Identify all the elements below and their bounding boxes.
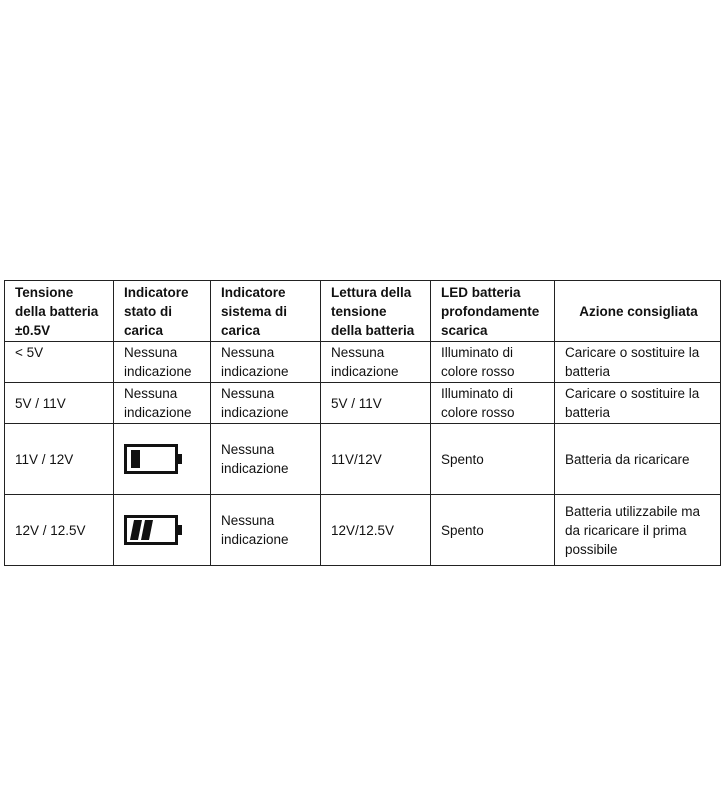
cell-voltage-reading: 11V/12V bbox=[321, 424, 431, 495]
cell-charge-system: Nessuna indicazione bbox=[211, 383, 321, 424]
cell-charge-system: Nessuna indicazione bbox=[211, 495, 321, 566]
cell-voltage: 5V / 11V bbox=[5, 383, 114, 424]
cell-voltage: 11V / 12V bbox=[5, 424, 114, 495]
table-header-row bbox=[5, 281, 721, 342]
header-recommended-action: Azione consigliata bbox=[555, 281, 721, 342]
battery-one-bar-icon bbox=[124, 444, 184, 474]
cell-led: Illuminato di colore rosso bbox=[431, 383, 555, 424]
cell-charge-state: Nessuna indicazione bbox=[114, 342, 211, 383]
table-row bbox=[5, 342, 721, 383]
header-charge-system-indicator: Indicatore sistema di carica bbox=[211, 281, 321, 342]
header-charge-state-indicator: Indicatore stato di carica bbox=[114, 281, 211, 342]
cell-action: Caricare o sostituire la batteria bbox=[555, 342, 721, 383]
battery-bar bbox=[131, 450, 140, 468]
cell-action: Batteria da ricaricare bbox=[555, 424, 721, 495]
cell-led: Spento bbox=[431, 495, 555, 566]
cell-voltage-reading: 5V / 11V bbox=[321, 383, 431, 424]
battery-two-bars-icon bbox=[124, 515, 184, 545]
table-row bbox=[5, 495, 721, 566]
cell-voltage-reading: 12V/12.5V bbox=[321, 495, 431, 566]
battery-bar bbox=[130, 520, 142, 540]
cell-charge-state bbox=[114, 424, 211, 495]
table-row bbox=[5, 383, 721, 424]
cell-charge-state: Nessuna indicazione bbox=[114, 383, 211, 424]
battery-status-table bbox=[4, 280, 721, 566]
cell-charge-system: Nessuna indicazione bbox=[211, 342, 321, 383]
cell-charge-system: Nessuna indicazione bbox=[211, 424, 321, 495]
cell-action: Caricare o sostituire la batteria bbox=[555, 383, 721, 424]
cell-led: Illuminato di colore rosso bbox=[431, 342, 555, 383]
cell-voltage: < 5V bbox=[5, 342, 114, 383]
cell-led: Spento bbox=[431, 424, 555, 495]
cell-action: Batteria utilizzabile ma da ricaricare il prima possibile bbox=[555, 495, 721, 566]
table-row bbox=[5, 424, 721, 495]
cell-voltage: 12V / 12.5V bbox=[5, 495, 114, 566]
cell-voltage-reading: Nessuna indicazione bbox=[321, 342, 431, 383]
battery-bar bbox=[141, 520, 153, 540]
header-voltage: Tensione della batteria ±0.5V bbox=[5, 281, 114, 342]
cell-charge-state bbox=[114, 495, 211, 566]
header-voltage-reading: Lettura della tensione della batteria bbox=[321, 281, 431, 342]
header-deep-discharge-led: LED batteria profondamente scarica bbox=[431, 281, 555, 342]
